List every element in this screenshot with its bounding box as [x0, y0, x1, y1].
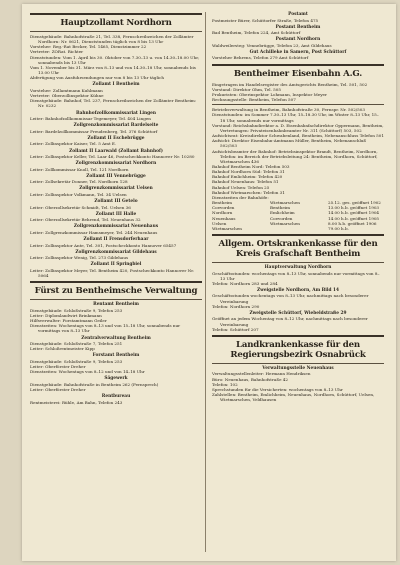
text-line: Bahnhof Bentheim Nord: Telefon 503	[212, 163, 290, 169]
text-line: Telefon: 102	[212, 381, 238, 387]
schedule-cell: Bentheim	[270, 205, 290, 211]
schedule-cell: Neuenhaus	[212, 215, 236, 221]
document-page	[22, 4, 396, 561]
text-line: Dienstgebäude: Schloßstraße 9, Telefon 253	[30, 307, 123, 313]
schedule-cell: Coevorden	[270, 215, 293, 221]
subsection-heading: Zentralverwaltung Bentheim	[81, 335, 151, 341]
schedule-cell: Uelsen	[212, 220, 227, 226]
right-column	[212, 10, 384, 402]
text-line: Leiter: Bardelzollkommissar Freudenberg, Tel. 376 Schüttorf	[30, 128, 158, 134]
section-title-hauptzollamt: Hauptzollamt Nordhorn	[60, 18, 172, 28]
text-line: Aufsichtsbeamter der Bahnhof: Betriebsinspektor Brandt, Bentheim, Nordhorn, Telefon: im Bereich der Betriebsleitung 24: Bentheim, Nordhorn, Schüttorf, Wietmarschen 436	[212, 148, 378, 164]
schedule-cell: Nordhorn	[212, 210, 233, 216]
text-line: Vorsteher: Reg.-Rat Becker, Tel. 1465, Dienstzimmer 22	[30, 44, 147, 50]
text-line: Dienststunden: im Sommer 7.30–13 Uhr, 15–18.30 Uhr, im Winter 8–13 Uhr, 15–18 Uhr, sonnabends nur vormittags	[212, 112, 379, 123]
text-line: Bad Bentheim, Telefon 224, Amt Schüttorf	[212, 30, 301, 36]
title-rule	[212, 262, 384, 263]
subsection-heading: Zollamt II Laarwald (Zollamt Bahnhof)	[69, 148, 163, 154]
subsection-heading: Zollamt II Eschebrügge	[87, 135, 145, 141]
text-line: Dienststunden: Vom 1. April bis 30. Oktober von 7.30–13 u. von 14.30–18.00 Uhr, sonnabends bis 13 Uhr	[30, 54, 200, 65]
subsection-heading: Zollamt III Getelo	[94, 199, 138, 205]
text-line: Dienstgebäude: Bahnhof, Tel. 237, Fernschreibzeichen der Zollämter Bentheim: Nr. 0232	[30, 98, 197, 109]
title-rule	[212, 363, 384, 364]
text-line: Büro: Neuenhaus, Bahnhofstraße 42	[212, 376, 289, 382]
text-line: Dienstgebäude: Bahnhofstraße 21, Tel. 338, Fernschreibzeichen der Zollämter Nordhorn: Nr. 0621, Dienststunden täglich von 8 bis 13 Uhr	[30, 34, 194, 45]
text-line: Leiter: Zollinspektor Wenig, Tel. 273 Gildehaus	[30, 255, 129, 261]
text-line: Rechnungsstelle: Bentheim, Telefon 507	[212, 97, 296, 103]
text-line: Leiter: Zollinspektor Keller, Tel. Laar 46, Postscheckkonto Hannover Nr. 10280	[30, 154, 195, 159]
text-line: Telefon: Nordhorn 290	[212, 303, 260, 309]
section-rule	[212, 64, 384, 66]
schedule-cell: Bentheim	[212, 200, 232, 206]
text-line: Vom 1. November bis 31. März von 8–13 und von 14.30–18 Uhr, sonnabends bis 13.00 Uhr	[30, 64, 196, 76]
text-line: Geschäftsstunden wochentags von 8–13 Uhr, nachmittags nach besonderer Vereinbarung	[212, 293, 369, 304]
column-divider	[205, 12, 206, 552]
subsection-heading: Sägewerk	[104, 376, 128, 382]
text-line: Dienstzeiten: Wochentags von 8–12 und von 14–18 Uhr	[30, 369, 145, 375]
subsection-heading: Zweigstelle Schüttorf, Wiebeldstraße 29	[249, 310, 347, 316]
section-rule	[212, 234, 384, 236]
schedule-cell: 13.00 h.b. geöffnet 1903	[328, 205, 380, 211]
text-line: Dienstgebäude: Schloßstraße 9, Telefon 253	[30, 358, 123, 364]
text-line: Waldweilersteg: Vennebrügge, Telefon 23, Amt Gildehaus	[212, 42, 332, 48]
subsection-heading: Zollgrenzkommissariat Bardelseite	[73, 123, 159, 129]
text-line: Leiter: Zollsekretär Donner, Tel. Nordhorn 128	[30, 179, 128, 185]
title-rule	[30, 31, 202, 32]
schedule-cell: Emlichheim	[270, 210, 295, 216]
subsection-heading: Zweigstelle Nordhorn, Am Bild 14	[256, 287, 340, 293]
text-line: Telefon: Nordhorn 283 und 284	[212, 280, 278, 286]
text-line: Leiter: Oberförster Dreher	[30, 363, 86, 369]
subsection-heading: Bahnhofzollkommissariat Lingen	[75, 110, 157, 116]
text-line: Leiter: Diplomlandwirt Brinkmann	[30, 312, 102, 318]
subsection-heading: Zollgrenzkommissariat Uelsen	[79, 186, 153, 192]
fuerst-sections-list	[30, 302, 202, 405]
subsection-heading: Zollamt III Vennebrügge	[86, 173, 146, 179]
schedule-cell: Wietmarschen	[270, 220, 300, 226]
ortskrankenkasse-sections	[212, 265, 384, 332]
text-line: Vertreter: Oberzollinspektor Kühne	[30, 93, 104, 99]
section-title-fuerst: Fürst zu Bentheimsche Verwaltung	[34, 286, 198, 297]
text-line: Dienstgebäude: Schloßstraße 7, Telefon 251	[30, 341, 123, 346]
section-title-eisenbahn: Bentheimer Eisenbahn A.G.	[233, 68, 363, 79]
schedule-cell: 25.12. ges. geöffnet 1902	[328, 200, 381, 206]
text-line: Postmeister Bürer, Schüttorfer Straße, Telefon 475	[212, 17, 319, 23]
text-line: Dienstgebäude: Bahnhofstraße in Bentheim 262 (Fernsprech)	[30, 381, 159, 387]
subsection-heading: Zollgrenzkommissariat Neuenhaus	[73, 224, 159, 230]
text-line: Betriebsverwaltung in Bentheim, Bahnhofstraße 30, Fernspr. Nr. 502/503	[212, 107, 365, 113]
text-line: Eingetragen im Handelsregister des Amtsgerichts Bentheim, Tel. 501, 502	[212, 81, 368, 87]
title-rule	[30, 299, 202, 300]
schedule-cell: Coevorden	[212, 205, 235, 211]
text-line: Bahnhof Neuenhaus: Telefon 51	[212, 179, 279, 185]
text-line: Geschäftsstunden: wochentags von 8–13 Uhr, sonnabends nur vormittags von 8–13 Uhr	[212, 270, 380, 281]
text-line: Vorstand: Reichsbahndirektor a. D. Eisenbahnfachdirektor Oppermann, Bentheim, Vertretungen: Privateisenbahnbeamter Nr. 311 (Schüttorf) 503, 502	[212, 122, 384, 133]
text-line: Leiter: Zollinspektor Ante, Tel. 301, Postscheckkonto Hannover 65457	[30, 242, 177, 248]
text-line: Abfertigung von Ausfuhrsendungen nur von 8 bis 13 Uhr täglich	[30, 75, 165, 81]
subsection-heading: Rentamt Bentheim	[93, 302, 139, 308]
text-line: Geöffnet an jedem Wochentag von 8–12 Uhr, nachmittags nach besonderer Vereinbarung	[212, 316, 368, 327]
subsection-heading: Zollamt III Halle	[95, 211, 137, 217]
text-line: Verwaltungsstellenleiter: Hermann Hendriksen	[212, 371, 311, 377]
subsection-heading: Zollamt I Bentheim	[92, 82, 140, 88]
subsection-heading: Rentbureau	[101, 394, 131, 400]
subsection-heading: Postamt	[288, 12, 308, 17]
text-line: Hilfsverwalter: Forstamtmann Geiler	[30, 318, 107, 324]
schedule-cell: 8.00 h.b. geöffnet 1906	[328, 220, 377, 226]
schedule-table	[212, 200, 384, 231]
eisenbahn-text	[212, 107, 384, 195]
subsection-heading: Hauptverwaltung Nordhorn	[264, 265, 332, 270]
schedule-cell: Wietmarschen	[270, 200, 300, 206]
text-line: Vorsteher: Zollamtmann Kuhlmann	[30, 87, 103, 93]
text-line: Leiter: Zollinspektor Meyer, Tel. Bentheim 420, Postscheckkonto Hannover Nr. 5064	[30, 267, 195, 279]
text-line: Leiter: Zollinspektor Kaiser, Tel. 5 Amt E.	[30, 141, 117, 147]
post-offices-list	[212, 12, 384, 61]
text-line: Zahlstellen: Bentheim, Emlichheim, Neuenhaus, Nordhorn, Schüttorf, Uelsen, Wietmarschen, Veldhausen	[212, 392, 375, 403]
customs-offices-list	[30, 82, 202, 278]
text-line: Prokuristen: Oberinspektor Lohmann, Inspektor Meyer	[212, 91, 327, 97]
section-title-ortskrankenkasse: Allgem. Ortskrankenkasse für den Kreis Grafschaft Bentheim	[218, 239, 378, 259]
schedule-cell: 79.00 h.b.	[328, 225, 349, 231]
text-line: Bahnhof Nordhorn Süd: Telefon 31	[212, 169, 285, 175]
schedule-cell: 14.00 h.b. geöffnet 1904	[328, 210, 380, 216]
text-line: Sprechstunden für die Versicherten: wochentags von 8–13 Uhr	[212, 386, 343, 392]
subsection-heading: Forstamt Bentheim	[92, 353, 140, 359]
text-line: Bahnhof Uelsen: Telefon 25	[212, 184, 270, 190]
schedule-title: Dienstzeiten der Bahnhöfe:	[212, 194, 269, 200]
subsection-heading: Postamt Bentheim	[275, 24, 321, 30]
subsection-heading: Gut Achilleke in Samern, Post Schüttorf	[249, 49, 347, 55]
landkrankenkasse-sections	[212, 366, 384, 402]
schedule-cell: 14.00 h.b. geöffnet 1905	[328, 215, 380, 221]
text-line: Vorstand: Direktor Ohm, Tel. 505	[212, 86, 281, 92]
text-line: Rentmeisterei: Rühle, Am Bahn, Telefon 243	[30, 399, 123, 405]
text-line: Vorsteher Behrens, Telefon 279 Amt Schüttorf	[212, 55, 309, 61]
title-rule	[212, 104, 384, 105]
left-column	[30, 10, 202, 405]
schedule-cell: Wietmarschen	[212, 225, 242, 231]
text-line: Leiter: Oberzollsekretär Schmidt, Tel. Uelsen 36	[30, 204, 131, 210]
text-line: Aufsichtsrat: Kreisdirektor Schwabenland, Bentheim, Nebenanschluss Telefon 501	[212, 133, 384, 139]
text-line: Leiter: Oberförster Dreher	[30, 386, 86, 392]
eisenbahn-header-lines	[212, 82, 384, 103]
text-line: Dienstzeiten: Wochentags von 8–13 und von 15–18 Uhr, sonnabends nur vormittags von 8–13 Uhr	[30, 323, 181, 334]
text-line: Leiter: Schloßrentmeister Kipp	[30, 346, 95, 352]
text-line: Leiter: Zollkommissar Knoll, Tel. 121 Nordhorn	[30, 166, 129, 172]
text-line: Aufsicht: Direktor Eisenbahn-Amtmann Müller, Bentheim, Nebenanschluß 502/503	[212, 138, 367, 149]
section-title-landkrankenkasse: Landkrankenkasse für den Regierungsbezirk Osnabrück	[230, 339, 366, 360]
subsection-heading: Zollgrenzkommissariat Gildehaus	[75, 249, 157, 255]
text-line: Leiter: Zollinspektor Volkmann, Tel. 34 Uelsen	[30, 191, 127, 197]
subsection-heading: Zollgrenzkommissariat Nordhorn	[75, 161, 157, 167]
hauptzollamt-intro	[30, 34, 202, 80]
schedule-cell	[270, 226, 328, 231]
subsection-heading: Verwaltungsstelle Neuenhaus	[262, 365, 334, 371]
section-rule	[212, 335, 384, 337]
text-line: Leiter: Oberzollsekretär Behrend, Tel. Neuenhaus 32	[30, 217, 141, 223]
subsection-heading: Zollamt II Frensdorferhaar	[83, 237, 149, 243]
text-line: Bahnhof Wietmarschen: Telefon 31	[212, 189, 285, 195]
text-line: Leiter: Bahnhofzollkommissar Tegemeyer, Tel. 404 Lingen	[30, 116, 151, 122]
top-rule	[30, 13, 202, 15]
subsection-heading: Zollamt II Springbiel	[90, 262, 142, 268]
section-rule	[30, 281, 202, 283]
text-line: Leiter: Zollgrenzkommissar Hamsmeyer, Tel. 244 Neuenhaus	[30, 229, 158, 235]
text-line: Telefon: Schüttorf 207	[212, 326, 259, 332]
text-line: Vertreter: ZORat. Richter	[30, 49, 84, 55]
text-line: Bahnhof Emlichheim: Telefon 420	[212, 174, 283, 180]
subsection-heading: Postamt Nordhorn	[275, 37, 321, 43]
